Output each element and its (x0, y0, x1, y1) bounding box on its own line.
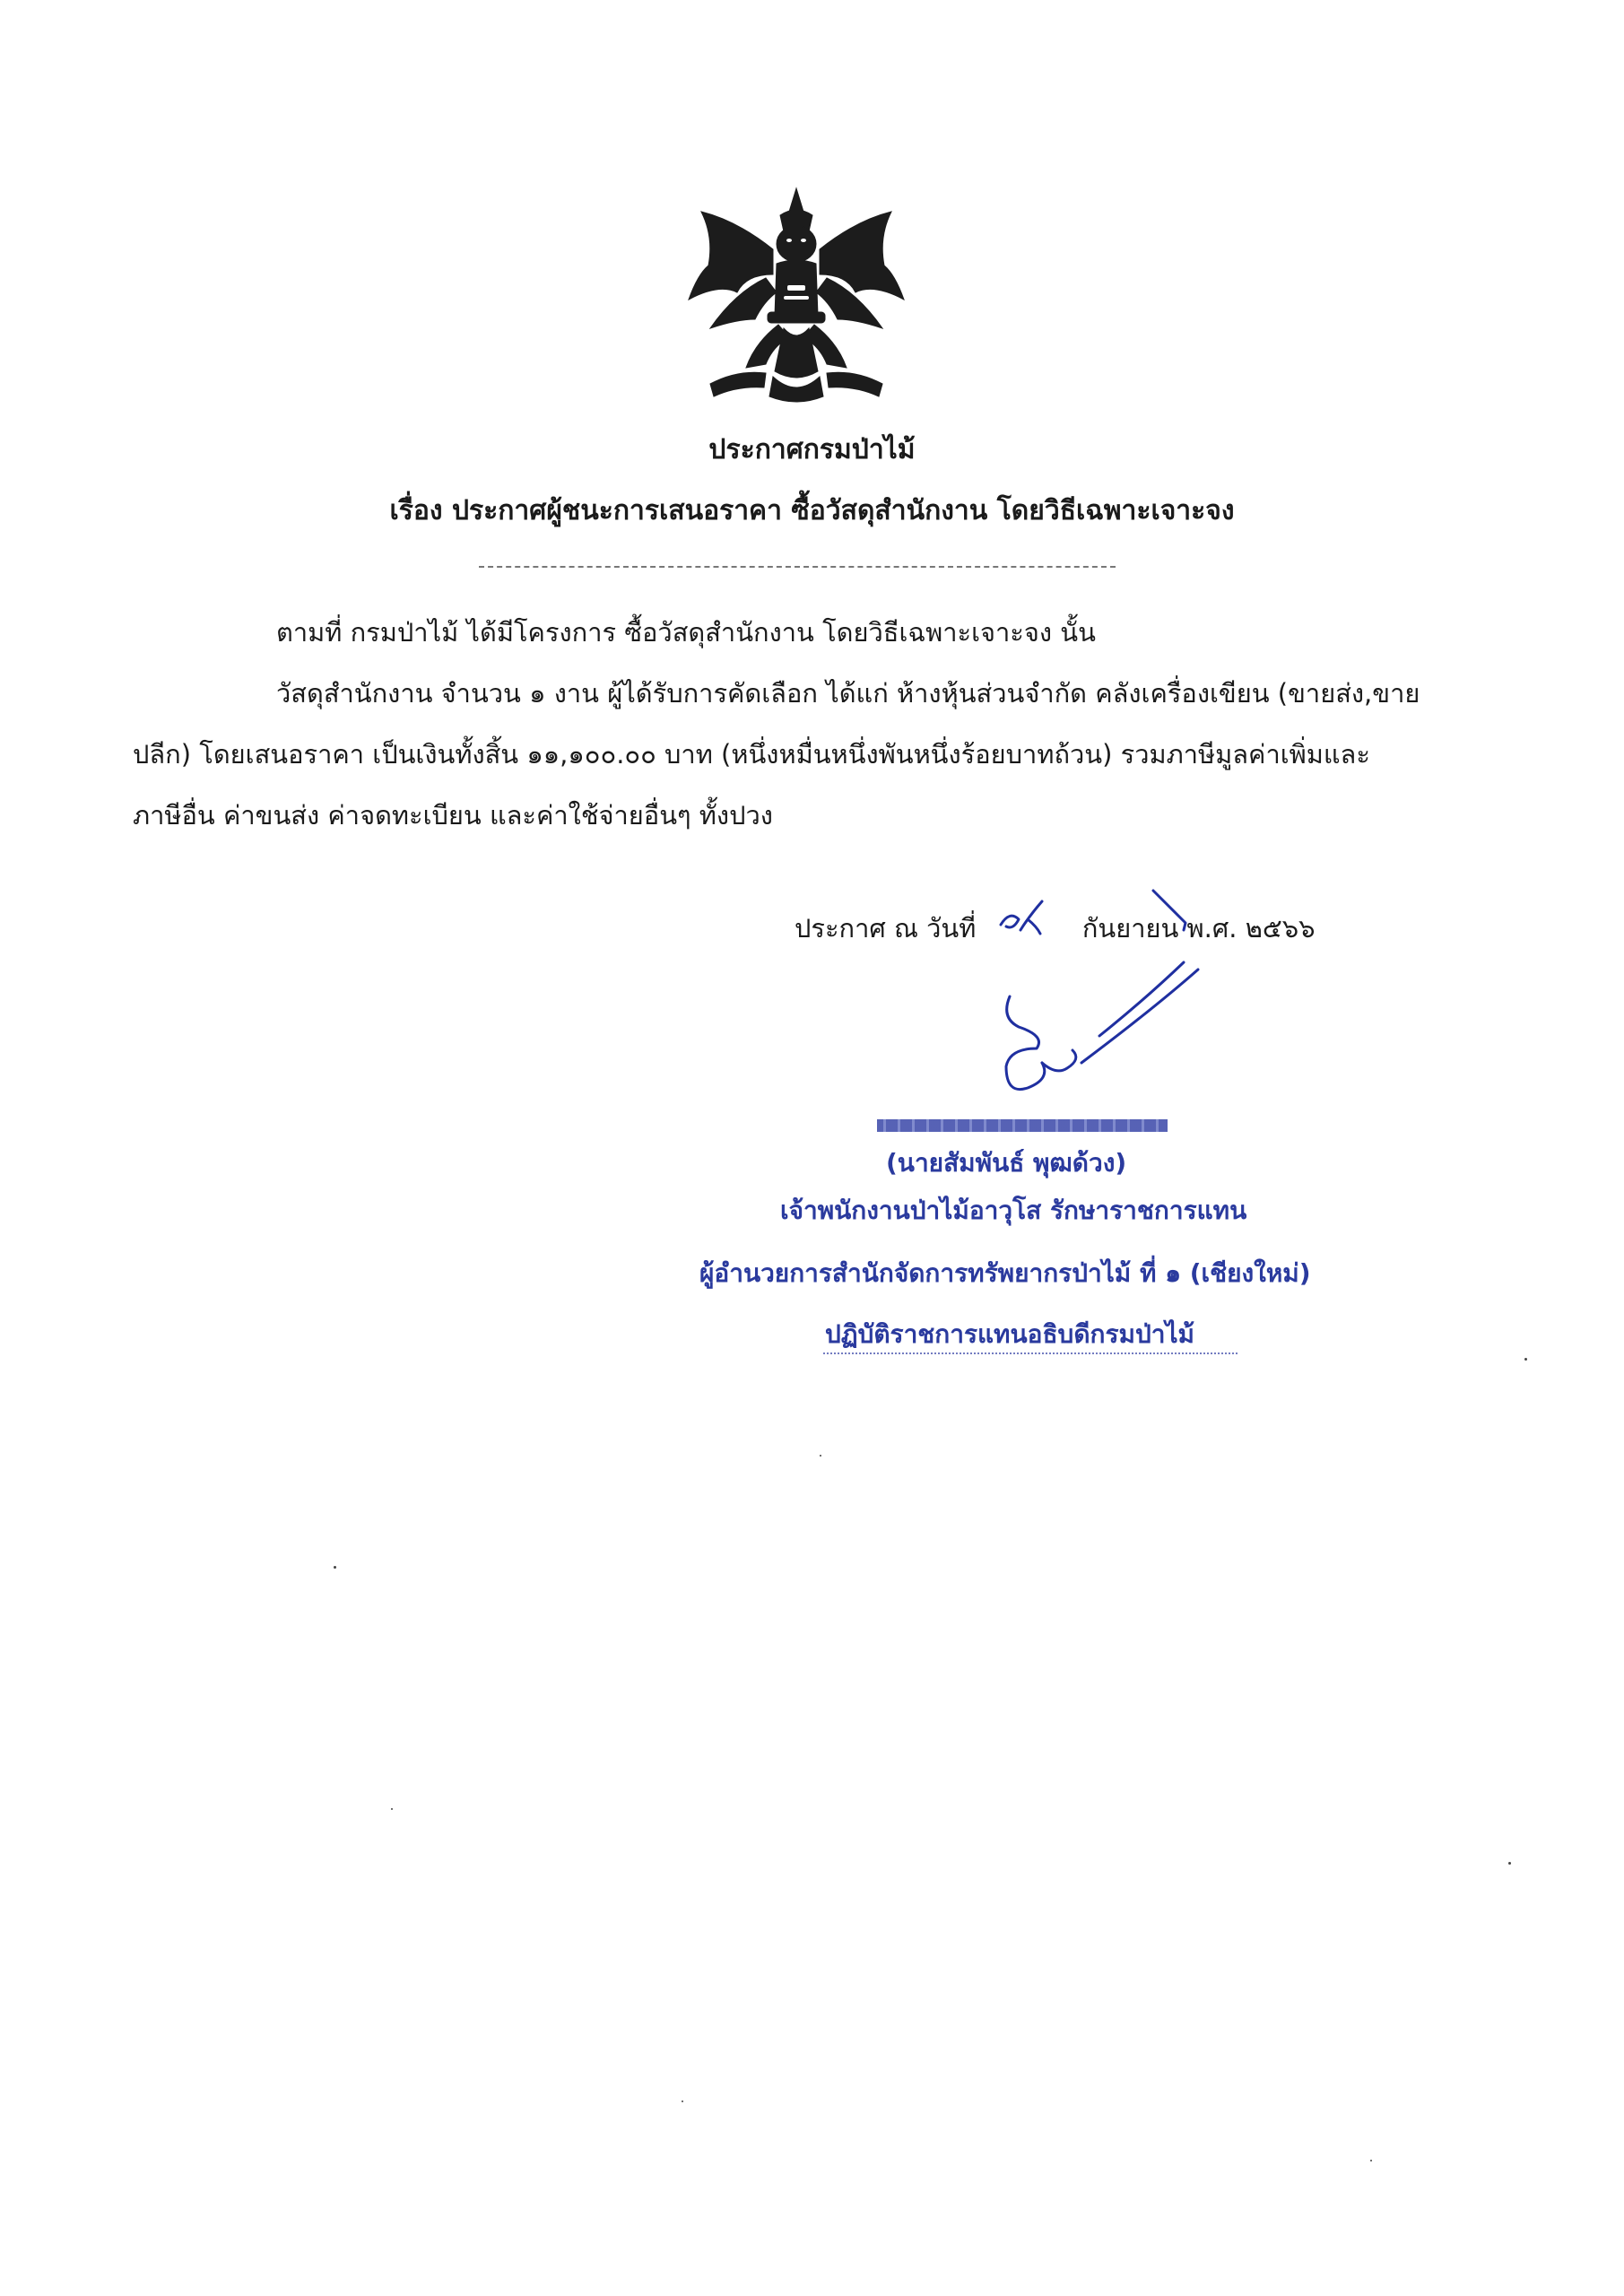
scan-speck (820, 1455, 821, 1457)
date-prefix: ประกาศ ณ วันที่ (795, 913, 977, 944)
scan-speck (1524, 1358, 1527, 1361)
garuda-emblem-icon (683, 185, 909, 409)
body-paragraph-line-3: ปลีก) โดยเสนอราคา เป็นเงินทั้งสิ้น ๑๑,๑๐๐.๐๐ บาท (หนึ่งหมื่นหนึ่งพันหนึ่งร้อยบาทถ้วน) รวมภาษีมูลค่าเพิ่มและ (133, 739, 1370, 770)
stamp-underline (823, 1352, 1238, 1360)
signatory-name: (นายสัมพันธ์ พุฒด้วง) (886, 1148, 1127, 1178)
body-paragraph-line-4: ภาษีอื่น ค่าขนส่ง ค่าจดทะเบียน และค่าใช้จ่ายอื่นๆ ทั้งปวง (133, 800, 773, 831)
scan-speck (1370, 2160, 1372, 2161)
title-divider (479, 566, 1116, 568)
signature-stamp-bar (877, 1119, 1168, 1132)
announcement-title: ประกาศกรมป่าไม้ (708, 434, 916, 465)
scan-speck (391, 1808, 393, 1810)
signatory-position-1: เจ้าพนักงานป่าไม้อาวุโส รักษาราชการแทน (780, 1196, 1247, 1225)
body-paragraph-line-2: วัสดุสำนักงาน จำนวน ๑ งาน ผู้ได้รับการคัดเลือก ได้แก่ ห้างหุ้นส่วนจำกัด คลังเครื่องเขียน (ขายส่ง,ขาย (276, 678, 1420, 709)
body-paragraph-line-1: ตามที่ กรมป่าไม้ ได้มีโครงการ ซื้อวัสดุสำนักงาน โดยวิธีเฉพาะเจาะจง นั้น (276, 617, 1096, 648)
scan-speck (1508, 1862, 1511, 1865)
signatory-position-3: ปฏิบัติราชการแทนอธิบดีกรมป่าไม้ (825, 1319, 1195, 1349)
scan-speck (682, 2100, 683, 2102)
scan-speck (334, 1566, 336, 1569)
handwritten-signature (974, 883, 1297, 1117)
signatory-position-2: ผู้อำนวยการสำนักจัดการทรัพยากรป่าไม้ ที่ ๑ (เชียงใหม่) (699, 1258, 1311, 1288)
date-month-year: กันยายน พ.ศ. ๒๕๖๖ (1081, 913, 1316, 944)
announcement-subject: เรื่อง ประกาศผู้ชนะการเสนอราคา ซื้อวัสดุสำนักงาน โดยวิธีเฉพาะเจาะจง (389, 495, 1235, 526)
